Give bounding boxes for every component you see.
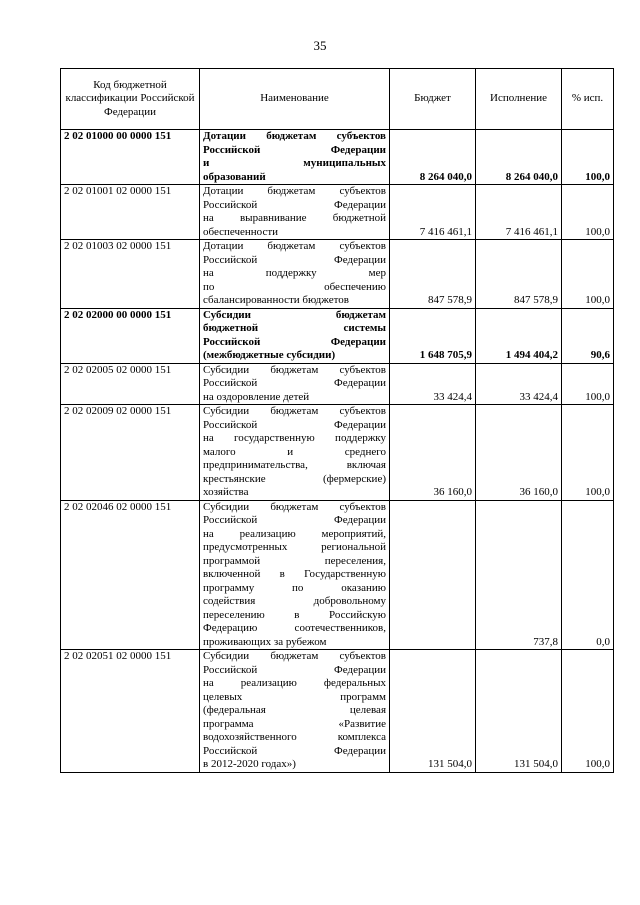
header-code: Код бюджетной классификации Российской Федерации [61,69,200,130]
row-budget: 1 648 705,9 [390,308,476,363]
row-budget: 847 578,9 [390,240,476,309]
row-execution: 8 264 040,0 [476,130,562,185]
row-name-line: Дотации бюджетам субъектов [203,240,386,252]
row-budget: 7 416 461,1 [390,185,476,240]
row-name-line: обеспеченности [203,225,279,238]
row-name-line: крестьянские (фермерские) [203,472,386,485]
row-name-line: по обеспечению [203,280,386,293]
row-code: 2 02 01003 02 0000 151 [61,240,200,309]
row-budget [390,500,476,650]
row-name-line: Российской Федерации [203,335,386,348]
row-budget: 131 504,0 [390,650,476,773]
row-name-line: Российской Федерации [203,418,386,431]
row-execution: 1 494 404,2 [476,308,562,363]
row-code: 2 02 02005 02 0000 151 [61,363,200,405]
table-body [61,130,614,773]
table-row [61,240,614,309]
page-number: 35 [313,38,327,53]
row-percent: 100,0 [562,363,614,405]
row-name-line: на реализацию мероприятий, [203,527,386,540]
row-name-line: Субсидии бюджетам субъектов [203,405,386,417]
table-row [61,185,614,240]
row-name-line: на поддержку мер [203,267,386,279]
row-execution: 33 424,4 [476,363,562,405]
table-row [61,405,614,501]
row-name-line: Российской Федерации [203,663,386,676]
row-name [200,130,390,185]
row-percent: 100,0 [562,650,614,773]
row-name-line: программу по оказанию [203,581,386,594]
row-name-line: Российской Федерации [203,198,386,211]
row-name-line: Дотации бюджетам субъектов [203,130,386,142]
table-row [61,130,614,185]
row-name-line: (межбюджетные субсидии) [203,349,336,361]
row-code: 2 02 01000 00 0000 151 [61,130,200,185]
row-name-line: Российской Федерации [203,253,386,266]
row-execution: 36 160,0 [476,405,562,501]
row-execution: 7 416 461,1 [476,185,562,240]
row-name [200,500,390,650]
row-name-line: Субсидии бюджетам субъектов [203,500,386,513]
row-code: 2 02 01001 02 0000 151 [61,185,200,240]
row-name-line: хозяйства [203,486,249,498]
row-name-line: содействия добровольному [203,595,386,607]
row-name-line: бюджетной системы [203,322,386,334]
row-name-line: на оздоровление детей [203,390,310,403]
row-code: 2 02 02000 00 0000 151 [61,308,200,363]
row-name-line: в 2012-2020 годах») [203,758,296,770]
row-name-line: Российской Федерации [203,744,386,757]
row-name-line: включенной в Государственную [203,568,386,580]
row-name-line: предусмотренных региональной [203,541,386,553]
row-name-line: программой переселения, [203,554,386,567]
row-name-line: Российской Федерации [203,377,386,389]
header-percent: % исп. [562,69,614,130]
row-name [200,405,390,501]
row-name-line: Российской Федерации [203,143,386,156]
row-percent: 100,0 [562,240,614,309]
table-header-row [61,69,614,130]
header-name: Наименование [200,69,390,130]
row-execution: 131 504,0 [476,650,562,773]
row-name-line: переселению в Российскую [203,608,386,621]
header-budget: Бюджет [390,69,476,130]
row-name-line: Российской Федерации [203,514,386,526]
budget-table [60,68,614,773]
row-name-line: предпринимательства, включая [203,459,386,471]
row-name-line: Федерацию соотечественников, [203,622,386,634]
row-name-line: (федеральная целевая [203,704,386,716]
row-name-line: малого и среднего [203,445,386,458]
row-name-line: на выравнивание бюджетной [203,212,386,224]
row-percent: 100,0 [562,130,614,185]
row-percent: 90,6 [562,308,614,363]
row-name [200,308,390,363]
row-percent: 100,0 [562,405,614,501]
row-name-line: Субсидии бюджетам субъектов [203,363,386,376]
row-budget: 36 160,0 [390,405,476,501]
row-percent: 0,0 [562,500,614,650]
row-name-line: на реализацию федеральных [203,677,386,689]
row-name-line: образований [203,170,266,183]
table-row [61,500,614,650]
row-name [200,650,390,773]
row-budget: 8 264 040,0 [390,130,476,185]
table-row [61,650,614,773]
row-name-line: сбалансированности бюджетов [203,294,349,306]
row-code: 2 02 02051 02 0000 151 [61,650,200,773]
row-budget: 33 424,4 [390,363,476,405]
row-name-line: и муниципальных [203,157,386,169]
row-name [200,240,390,309]
row-name-line: программа «Развитие [203,717,386,730]
row-code: 2 02 02009 02 0000 151 [61,405,200,501]
row-name-line: Субсидии бюджетам субъектов [203,650,386,662]
row-name-line: на государственную поддержку [203,432,386,444]
row-name [200,185,390,240]
row-name-line: Субсидии бюджетам [203,308,386,321]
header-execution: Исполнение [476,69,562,130]
row-name-line: Дотации бюджетам субъектов [203,185,386,197]
row-code: 2 02 02046 02 0000 151 [61,500,200,650]
table-row [61,308,614,363]
table-row [61,363,614,405]
row-percent: 100,0 [562,185,614,240]
row-execution: 737,8 [476,500,562,650]
row-execution: 847 578,9 [476,240,562,309]
row-name-line: водохозяйственного комплекса [203,731,386,743]
row-name-line: проживающих за рубежом [203,635,327,648]
row-name [200,363,390,405]
row-name-line: целевых программ [203,690,386,703]
